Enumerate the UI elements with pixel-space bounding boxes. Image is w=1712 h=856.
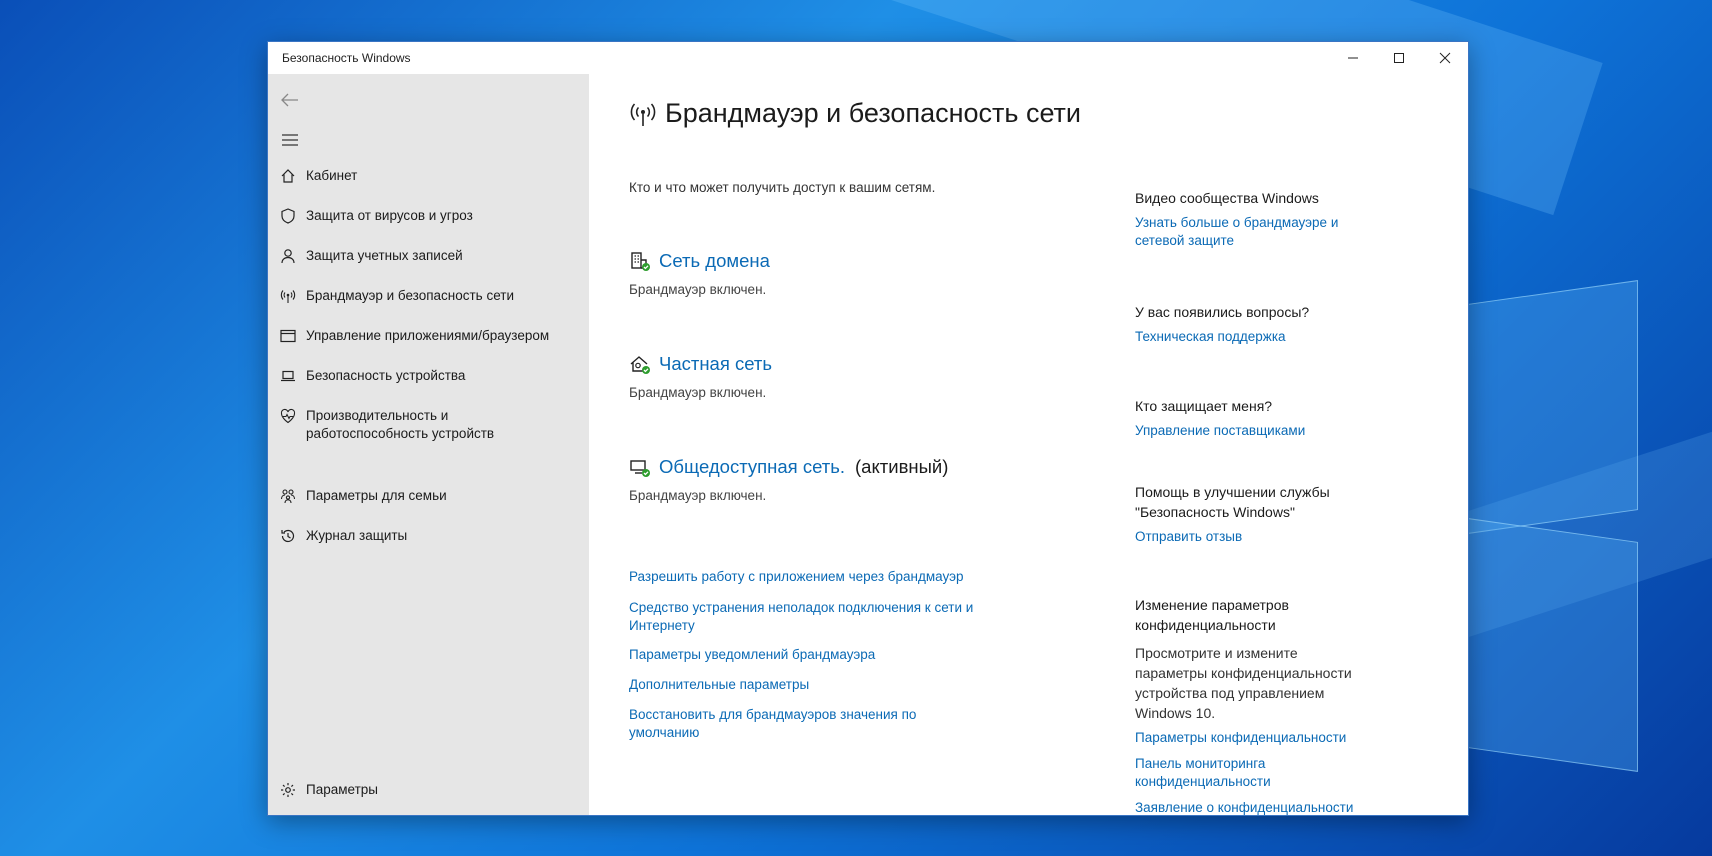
hamburger-icon <box>282 134 298 146</box>
laptop-icon <box>278 366 298 386</box>
window-title: Безопасность Windows <box>282 51 411 65</box>
sidebar-item-settings[interactable] <box>278 780 578 800</box>
learn-more-link[interactable]: Узнать больше о брандмауэре и сетевой защите <box>1135 215 1339 248</box>
windows-security-window <box>267 41 1469 816</box>
page-subtitle: Кто и что может получить доступ к вашим сетям. <box>629 180 936 195</box>
page-title <box>629 98 1081 129</box>
network-private-link[interactable]: Частная сеть <box>659 353 773 374</box>
network-public <box>629 456 948 503</box>
heart-pulse-icon <box>278 406 298 426</box>
domain-network-icon <box>629 250 651 272</box>
sidebar-item-label: Журнал защиты <box>306 528 408 543</box>
sidebar-item-label: Защита учетных записей <box>306 248 463 263</box>
manage-providers-link[interactable]: Управление поставщиками <box>1135 423 1306 438</box>
private-network-icon <box>629 353 651 375</box>
back-arrow-icon <box>281 93 299 107</box>
aside-heading: У вас появились вопросы? <box>1135 304 1310 320</box>
sidebar-item-home[interactable] <box>278 166 578 186</box>
maximize-icon <box>1393 52 1405 64</box>
sidebar-item-label: Кабинет <box>306 168 358 183</box>
network-private <box>629 353 772 400</box>
network-domain <box>629 250 770 297</box>
main-content <box>589 74 1468 815</box>
antenna-icon <box>278 286 298 306</box>
aside-heading: Кто защищает меня? <box>1135 398 1273 414</box>
privacy-description: Просмотрите и измените параметры конфиденциальности устройства под управлением Windows 10. <box>1135 645 1352 721</box>
sidebar-item-firewall[interactable] <box>278 286 578 306</box>
allow-app-link[interactable]: Разрешить работу с приложением через брандмауэр <box>629 569 964 584</box>
minimize-icon <box>1347 52 1359 64</box>
browser-window-icon <box>278 326 298 346</box>
person-icon <box>278 246 298 266</box>
history-icon <box>278 526 298 546</box>
windows-logo-tile <box>1468 518 1638 772</box>
aside-who <box>1135 396 1375 440</box>
shield-icon <box>278 206 298 226</box>
send-feedback-link[interactable]: Отправить отзыв <box>1135 529 1243 544</box>
back-button[interactable] <box>278 88 302 112</box>
sidebar-item-device-security[interactable] <box>278 366 578 386</box>
sidebar-item-account-protection[interactable] <box>278 246 578 266</box>
sidebar-item-virus-protection[interactable] <box>278 206 578 226</box>
privacy-dashboard-link[interactable]: Панель мониторинга конфиденциальности <box>1135 756 1271 789</box>
page-title-text: Брандмауэр и безопасность сети <box>665 98 1082 128</box>
aside-heading: Видео сообщества Windows <box>1135 190 1319 206</box>
sidebar-item-label: Параметры <box>306 782 378 797</box>
sidebar-item-family[interactable] <box>278 486 578 506</box>
aside-video <box>1135 188 1375 250</box>
sidebar-item-label: Безопасность устройства <box>306 368 466 383</box>
network-status: Брандмауэр включен. <box>629 488 767 503</box>
network-domain-link[interactable]: Сеть домена <box>659 250 770 271</box>
sidebar-item-protection-history[interactable] <box>278 526 578 546</box>
sidebar-item-label: Защита от вирусов и угроз <box>306 208 473 223</box>
gear-icon <box>278 780 298 800</box>
active-network-label: (активный) <box>855 456 949 477</box>
sidebar-item-label: Брандмауэр и безопасность сети <box>306 288 515 303</box>
aside-privacy <box>1135 595 1375 816</box>
sidebar-item-label: Производительность и работоспособность устройств <box>306 408 495 441</box>
network-public-link[interactable]: Общедоступная сеть. <box>659 456 846 477</box>
aside-questions <box>1135 302 1375 346</box>
sidebar-item-label: Параметры для семьи <box>306 488 447 503</box>
sidebar <box>268 74 589 815</box>
title-bar <box>268 42 1468 74</box>
network-status: Брандмауэр включен. <box>629 282 767 297</box>
antenna-icon <box>629 100 657 128</box>
tech-support-link[interactable]: Техническая поддержка <box>1135 329 1286 344</box>
troubleshooter-link[interactable]: Средство устранения неполадок подключения к сети и Интернету <box>629 600 974 633</box>
menu-button[interactable] <box>278 128 302 152</box>
windows-logo-tile <box>1468 280 1638 534</box>
minimize-button[interactable] <box>1330 42 1376 74</box>
aside-feedback <box>1135 482 1375 546</box>
maximize-button[interactable] <box>1376 42 1422 74</box>
privacy-statement-link[interactable]: Заявление о конфиденциальности <box>1135 800 1354 815</box>
notification-settings-link[interactable]: Параметры уведомлений брандмауэра <box>629 647 876 662</box>
home-icon <box>278 166 298 186</box>
family-icon <box>278 486 298 506</box>
advanced-settings-link[interactable]: Дополнительные параметры <box>629 677 810 692</box>
aside-heading: Помощь в улучшении службы "Безопасность Windows" <box>1135 484 1330 520</box>
network-status: Брандмауэр включен. <box>629 385 767 400</box>
aside-heading: Изменение параметров конфиденциальности <box>1135 597 1289 633</box>
sidebar-item-app-browser[interactable] <box>278 326 578 346</box>
close-icon <box>1439 52 1451 64</box>
restore-defaults-link[interactable]: Восстановить для брандмауэров значения по умолчанию <box>629 707 917 740</box>
sidebar-item-label: Управление приложениями/браузером <box>306 328 550 343</box>
close-button[interactable] <box>1422 42 1468 74</box>
privacy-settings-link[interactable]: Параметры конфиденциальности <box>1135 730 1347 745</box>
public-network-icon <box>629 456 651 478</box>
sidebar-item-device-performance[interactable] <box>278 406 578 443</box>
